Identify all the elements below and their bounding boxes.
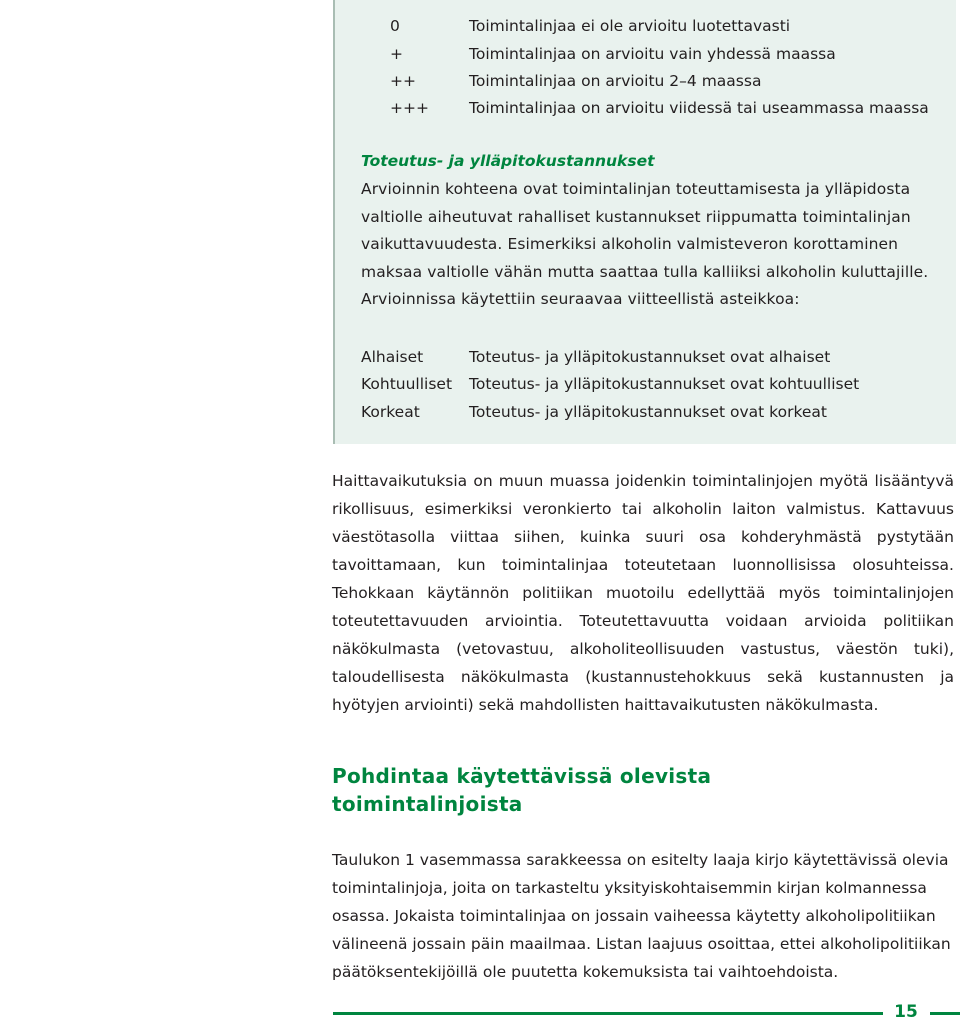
rating-scale-box — [333, 0, 956, 444]
costs-paragraph-text: Arvioinnin kohteena ovat toimintalinjan toteuttamisesta ja ylläpidosta valtiolle aiheutuvat rahalliset kustannukset riippumatta toimintalinjan vaikuttavuudesta. Esimerkiksi alkoholin valmisteveron korottaminen maksaa valtiolle vähän mutta saattaa tulla kalliiksi alkoholin kuluttajille. Arvioinnissa käytettiin seuraavaa viitteellistä asteikkoa: — [361, 180, 929, 308]
cost-level-text: Toteutus- ja ylläpitokustannukset ovat alhaiset — [469, 348, 831, 366]
rating-text: Toimintalinjaa on arvioitu 2–4 maassa — [469, 72, 762, 90]
cost-level: Korkeat — [361, 403, 420, 421]
page-number: 15 — [894, 1002, 918, 1022]
rating-text: Toimintalinjaa on arvioitu viidessä tai useammassa maassa — [469, 99, 929, 117]
body-paragraph-text: Haittavaikutuksia on muun muassa joidenkin toimintalinjojen myötä lisääntyvä rikollisuus, esimerkiksi veronkierto tai alkoholin laiton valmistus. Kattavuus väestötasolla viittaa siihen, kuinka suuri osa kohderyhmästä pystytään tavoittamaan, kun toimintalinjaa toteutetaan luonnollisissa olosuhteissa. Tehokkaan käytännön politiikan muotoilu edellyttää myös toimintalinjojen toteutettavuuden arviointia. Toteutettavuutta voidaan arvioida politiikan näkökulmasta (vetovastuu, alkoholiteollisuuden vastustus, väestön tuki), taloudellisesta näkökulmasta (kustannustehokkuus sekä kustannusten ja hyötyjen arviointi) sekä mahdollisten haittavaikutusten näkökulmasta. — [332, 472, 954, 714]
rating-text: Toimintalinjaa ei ole arvioitu luotettavasti — [469, 17, 791, 35]
rating-symbol: 0 — [390, 17, 400, 35]
footer-rule-end — [930, 1012, 960, 1015]
rating-symbol: +++ — [390, 99, 429, 117]
section-paragraph-text: Taulukon 1 vasemmassa sarakkeessa on esitelty laaja kirjo käytettävissä olevia toimintalinjoja, joita on tarkasteltu yksityiskohtaisemmin kirjan kolmannessa osassa. Jokaista toimintalinjaa on jossain vaiheessa käytetty alkoholipolitiikan välineenä jossain päin maailmaa. Listan laajuus osoittaa, ettei alkoholipolitiikan päätöksentekijöillä ole puutetta kokemuksista tai vaihtoehdoista. — [332, 851, 951, 981]
cost-level-text: Toteutus- ja ylläpitokustannukset ovat korkeat — [469, 403, 827, 421]
rating-text: Toimintalinjaa on arvioitu vain yhdessä maassa — [469, 45, 836, 63]
costs-title: Toteutus- ja ylläpitokustannukset — [361, 152, 655, 170]
rating-symbol: + — [390, 45, 403, 63]
footer-rule — [333, 1012, 883, 1015]
body-paragraph — [332, 467, 954, 719]
cost-level: Kohtuulliset — [361, 375, 453, 393]
cost-level-text: Toteutus- ja ylläpitokustannukset ovat kohtuulliset — [469, 375, 860, 393]
section-paragraph — [332, 846, 954, 986]
costs-paragraph — [361, 176, 941, 314]
rating-symbol: ++ — [390, 72, 416, 90]
cost-level: Alhaiset — [361, 348, 424, 366]
section-heading: Pohdintaa käytettävissä olevista toimintalinjoista — [332, 764, 712, 816]
